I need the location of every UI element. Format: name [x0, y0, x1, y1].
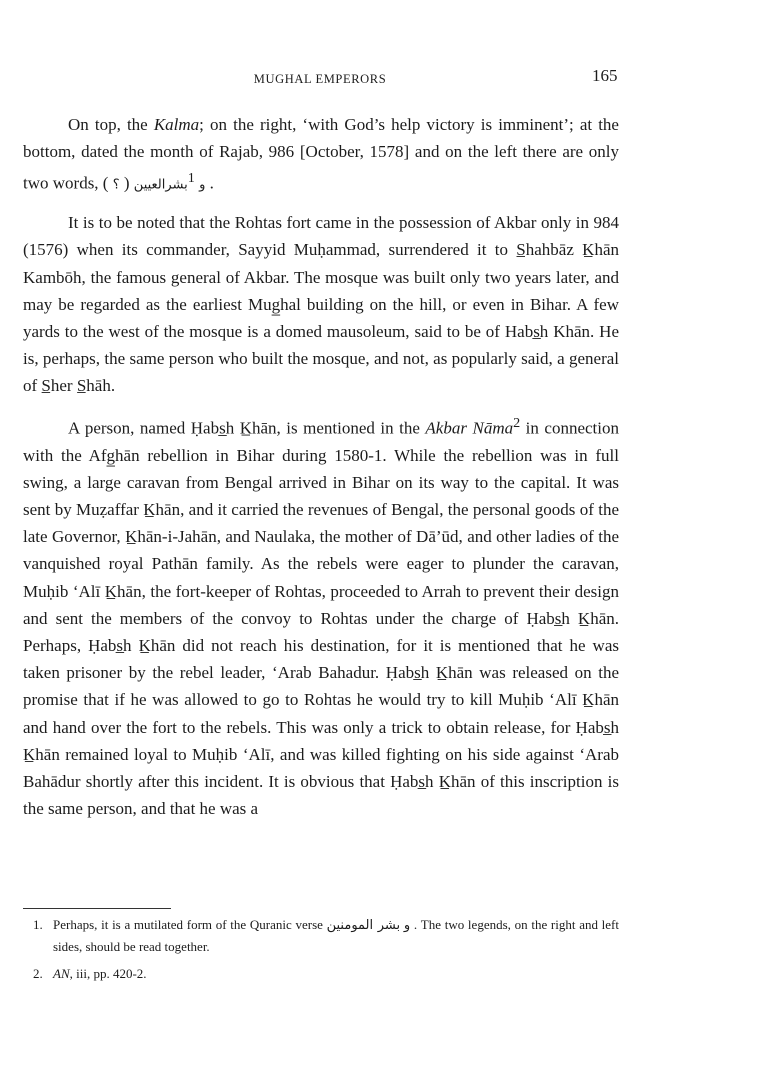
page-header [0, 66, 777, 90]
text-run: ; on the right, ‘with God’s help victory is imminent’; at the bottom, dated the month of Rajab, 986 [October, 1578] and on the left there are only two words, ( [23, 115, 619, 194]
footnote-ref: 1 [187, 170, 195, 187]
footnote [23, 963, 619, 984]
footnote-number: 1. [33, 917, 43, 932]
italic-text: Kalma [153, 115, 200, 134]
text-run: . [205, 174, 214, 194]
paragraph [23, 209, 619, 399]
footnote-text [53, 914, 619, 957]
arabic-text: بشرالعيين [133, 178, 188, 194]
text-run: . The two legends, on the right and left sides, should be read together. [53, 917, 620, 954]
text-run: , iii, pp. 420-2. [69, 966, 147, 981]
italic-text: AN [53, 966, 70, 981]
footnote-text [53, 963, 619, 984]
arabic-text: و [199, 178, 206, 194]
arabic-text: و [403, 918, 411, 933]
text-run: A person, named Ḥabs̲h K̲hān, is mentioned in the [68, 418, 426, 438]
paragraph [23, 111, 619, 199]
page-number: 165 [592, 66, 618, 85]
footnote-ref: 2 [513, 414, 521, 431]
body-text [23, 111, 619, 832]
text-run: On top, the [68, 115, 154, 134]
arabic-text: بشر المومنين [326, 918, 401, 933]
text-run: It is to be noted that the Rohtas fort came in the possession of Akbar only in 984 (1576) when its commander, Sayyid Muḥammad, surrendered it to S̲hahbāz K̲hān Kambōh, the famous general of Akbar. The mosque was built only two years later, and may be regarded as the earliest Mug̲hal building on the hill, or even in Bihar. A few yards to the west of the mosque is a domed mausoleum, said to be of Habs̲h Khān. He is, perhaps, the same person who built the mosque, and not, as popularly said, a general of S̲her S̲hāh. [23, 213, 619, 396]
footnote-number: 2. [33, 966, 43, 981]
text-run: Perhaps, it is a mutilated form of the Quranic verse [53, 917, 327, 932]
text-run: in connection with the Afg̲hān rebellion in Bihar during 1580-1. While the rebellion was in full swing, a large caravan from Bengal arrived in Bihar on its way to the capital. It was sent by Muẓaffar K̲hān, and it carried the revenues of Bengal, the personal goods of the late Governor, K̲hān-i-Jahān, and Naulaka, the mother of Dā’ūd, and other ladies of the vanquished royal Pathān family. As the rebels were eager to plunder the caravan, Muḥib ‘Alī K̲hān, the fort-keeper of Rohtas, proceeded to Arrah to prevent their design and sent the members of the convoy to Rohtas under the charge of Ḥabs̲h K̲hān. Perhaps, Ḥabs̲h K̲hān did not reach his destination, for it is mentioned that he was taken prisoner by the rebel leader, ‘Arab Bahadur. Ḥabs̲h K̲hān was released on the promise that if he was allowed to go to Rohtas he would try to kill Muḥib ‘Alī K̲hān and hand over the fort to the rebels. This was only a trick to obtain release, for Ḥabs̲h K̲hān remained loyal to Muḥib ‘Alī, and was killed fighting on his side against ‘Arab Bahādur shortly after this incident. It is obvious that Ḥabs̲h K̲hān of this inscription is the same person, and that he was a [23, 418, 619, 819]
footnote-divider [23, 908, 171, 909]
paragraph [23, 410, 619, 823]
arabic-text: ؟ [112, 178, 120, 194]
footnotes [23, 914, 619, 990]
running-head: MUGHAL EMPERORS [253, 72, 387, 86]
italic-text: Akbar Nāma [425, 418, 514, 438]
text-run: ) [119, 174, 134, 194]
footnote [23, 914, 619, 957]
